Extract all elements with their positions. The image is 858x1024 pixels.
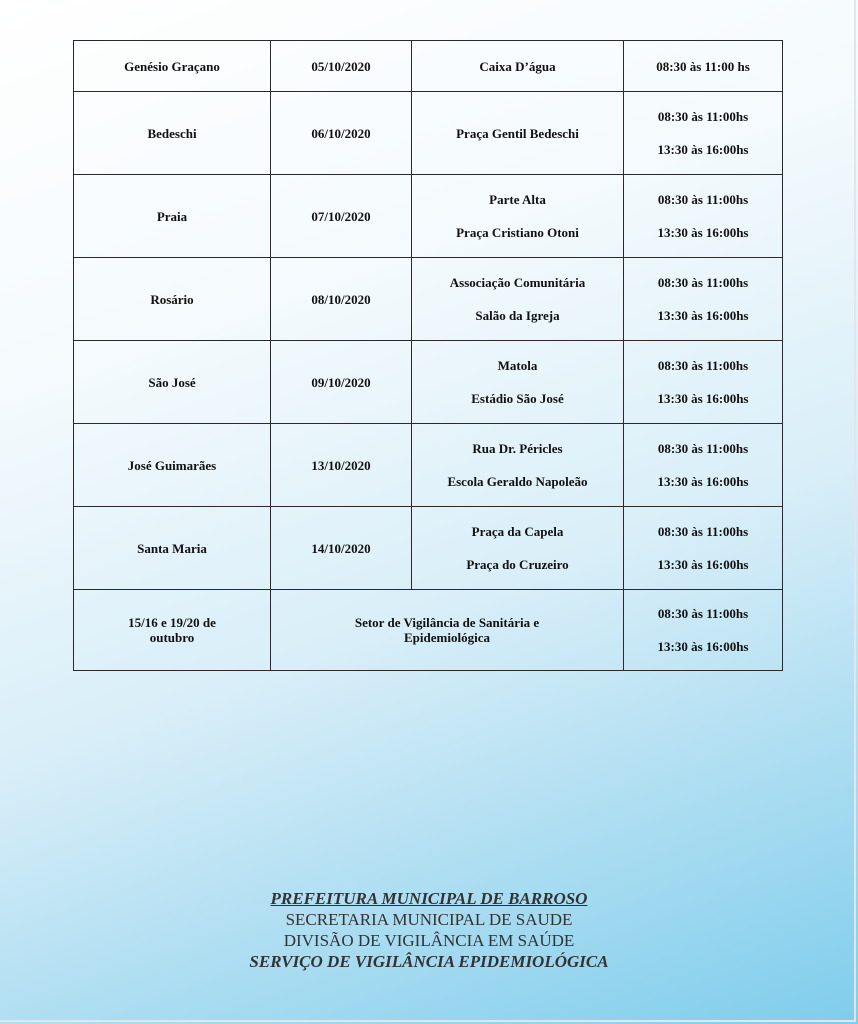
location-2: Estádio São José [471,391,564,406]
location-1: Matola [497,358,538,373]
table-row [74,590,783,671]
time-afternoon: 13:30 às 16:00hs [657,557,749,572]
time-afternoon: 13:30 às 16:00hs [657,391,749,406]
footer-servico: SERVIÇO DE VIGILÂNCIA EPIDEMIOLÓGICA [249,952,609,971]
footer-divisao: DIVISÃO DE VIGILÂNCIA EM SAÚDE [283,931,575,950]
date-cell: 05/10/2020 [271,41,412,92]
date-cell: 07/10/2020 [271,175,412,258]
time-cell [624,341,783,424]
time-cell [624,175,783,258]
location-1: Praça da Capela [471,524,564,539]
neighborhood-cell: São José [74,341,271,424]
time-cell [624,258,783,341]
neighborhood-cell: Santa Maria [74,507,271,590]
location-2: Praça do Cruzeiro [466,557,569,572]
time-afternoon: 13:30 às 16:00hs [657,308,749,323]
date-range-cell [74,590,271,671]
schedule-table [73,40,783,671]
time-morning: 08:30 às 11:00hs [657,109,749,124]
time-cell [624,507,783,590]
neighborhood-cell: Bedeschi [74,92,271,175]
table-row [74,92,783,175]
time-morning: 08:30 às 11:00hs [657,192,749,207]
date-cell: 09/10/2020 [271,341,412,424]
time-morning: 08:30 às 11:00hs [657,606,749,621]
time-afternoon: 13:30 às 16:00hs [657,142,749,157]
time-cell: 08:30 às 11:00 hs [624,41,783,92]
location-1: Parte Alta [489,192,546,207]
table-row [74,341,783,424]
date-range-line-1: 15/16 e 19/20 de [128,615,216,630]
time-morning: 08:30 às 11:00hs [657,358,749,373]
location-1: Associação Comunitária [449,275,586,290]
sector-cell [271,590,624,671]
time-afternoon: 13:30 às 16:00hs [657,639,749,654]
neighborhood-cell: Genésio Graçano [74,41,271,92]
neighborhood-cell: José Guimarães [74,424,271,507]
time-cell [624,590,783,671]
sector-line-2: Epidemiológica [404,630,490,645]
time-cell [624,92,783,175]
location-cell [412,341,624,424]
time-afternoon: 13:30 às 16:00hs [657,474,749,489]
time-morning: 08:30 às 11:00hs [657,275,749,290]
footer-letterhead [0,888,858,972]
time-cell [624,424,783,507]
date-cell: 06/10/2020 [271,92,412,175]
sector-line-1: Setor de Vigilância de Sanitária e [354,615,540,630]
neighborhood-cell: Praia [74,175,271,258]
neighborhood-cell: Rosário [74,258,271,341]
location-1: Rua Dr. Péricles [472,441,563,456]
table-row [74,258,783,341]
location-cell [412,175,624,258]
date-cell: 08/10/2020 [271,258,412,341]
location-2: Escola Geraldo Napoleão [447,474,588,489]
footer-title: PREFEITURA MUNICIPAL DE BARROSO [270,889,588,908]
table-row [74,507,783,590]
table-row [74,41,783,92]
location-cell [412,507,624,590]
location-2: Salão da Igreja [475,308,560,323]
footer-secretaria: SECRETARIA MUNICIPAL DE SAUDE [285,910,573,929]
table-row [74,424,783,507]
time-morning: 08:30 às 11:00hs [657,441,749,456]
date-cell: 14/10/2020 [271,507,412,590]
location-2: Praça Cristiano Otoni [456,225,579,240]
time-afternoon: 13:30 às 16:00hs [657,225,749,240]
location-cell [412,424,624,507]
date-cell: 13/10/2020 [271,424,412,507]
location-cell: Caixa D’água [412,41,624,92]
time-morning: 08:30 às 11:00hs [657,524,749,539]
location-cell: Praça Gentil Bedeschi [412,92,624,175]
table-row [74,175,783,258]
date-range-line-2: outubro [149,630,195,645]
location-cell [412,258,624,341]
